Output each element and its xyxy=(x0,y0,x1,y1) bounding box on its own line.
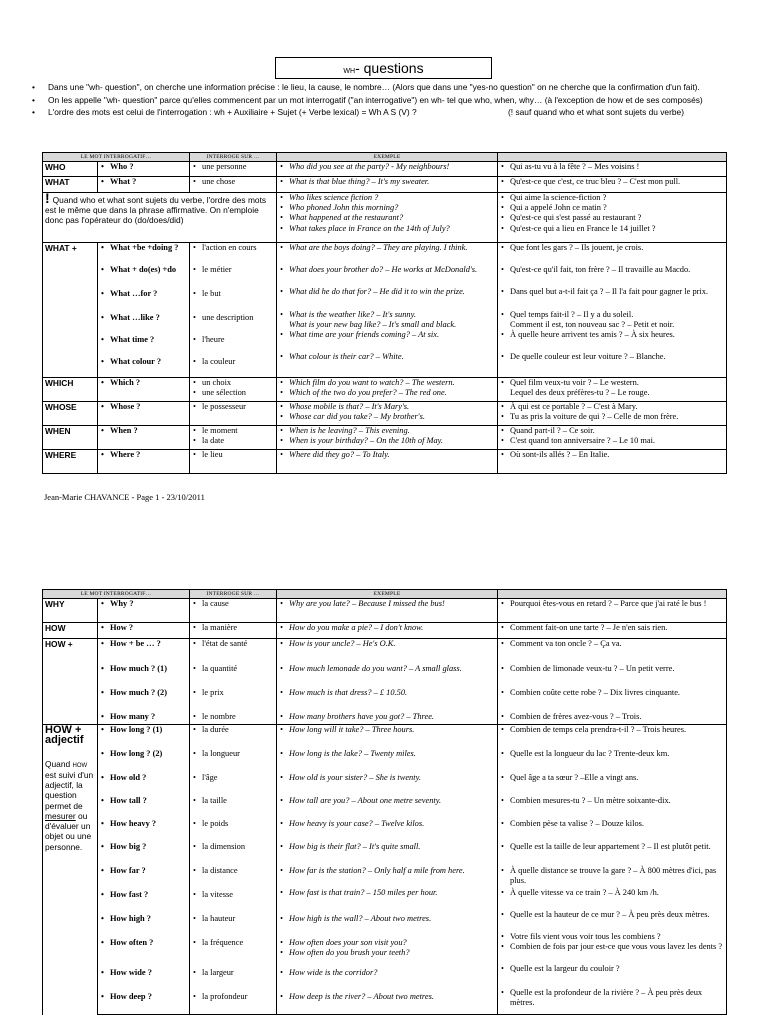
header-empty xyxy=(498,153,727,162)
fr-whatplus-5: Comment il est, ton nouveau sac ? – Petit et noir. xyxy=(510,320,675,330)
header-exemple-2: EXEMPLE xyxy=(277,590,498,599)
on-whatplus-5: • l'heure xyxy=(192,335,274,357)
page-footer: Jean-Marie CHAVANCE - Page 1 - 23/10/2011 xyxy=(44,492,205,502)
word-howadj-12: • How deep ? xyxy=(100,992,187,1002)
header-interrogative-2: LE MOT INTERROGATIF… xyxy=(43,590,190,599)
on-when-1: • le moment xyxy=(192,426,274,436)
fr-how: • Comment fait-on une tarte ? – Je n'en sais rien. xyxy=(500,623,724,633)
fr-howadj-11: • Combien de fois par jour est-ce que vous vous lavez les dents ? xyxy=(500,942,724,964)
on-howadj-8: • la vitesse xyxy=(192,890,274,914)
word-howplus-2: • How much ? (1) xyxy=(100,664,187,688)
word-what: • What ? xyxy=(100,177,187,187)
side-2: how xyxy=(72,759,88,770)
row-key-how: HOW xyxy=(43,623,98,639)
howadj-side-note xyxy=(45,759,95,852)
fr-howplus-1: • Comment va ton oncle ? – Ça va. xyxy=(500,639,724,664)
fr-whose-1: • À qui est ce portable ? – C'est à Mary. xyxy=(500,402,724,412)
fr-howadj-8: • À quelle vitesse va ce train ? – À 240 km /h. xyxy=(500,888,724,910)
row-key-whatplus: WHAT + xyxy=(43,243,98,378)
en-subj-4: • What takes place in France on the 14th of July? xyxy=(279,224,495,234)
on-who: • une personne xyxy=(192,162,274,172)
on-whatplus-2: • le métier xyxy=(192,265,274,289)
header-interrogative: LE MOT INTERROGATIF… xyxy=(43,153,190,162)
en-whatplus-7: • What colour is their car? – White. xyxy=(279,352,495,362)
exclamation-icon: ! xyxy=(45,192,50,206)
table-row xyxy=(43,243,727,378)
word-whatplus-6: • What colour ? xyxy=(100,357,187,367)
fr-howplus-3: • Combien coûte cette robe ? – Dix livres cinquante. xyxy=(500,688,724,712)
fr-why: • Pourquoi êtes-vous en retard ? – Parce que j'ai raté le bus ! xyxy=(500,599,724,609)
fr-howadj-13: • Quelle est la profondeur de la rivière ? – À peu près deux mètres. xyxy=(500,988,724,1008)
en-subj-2: • Who phoned John this morning? xyxy=(279,203,495,213)
table-wh-questions xyxy=(42,152,727,474)
on-whatplus-6: • la couleur xyxy=(192,357,274,367)
word-whatplus-2: • What + do(es) +do xyxy=(100,265,187,289)
word-howadj-10: • How often ? xyxy=(100,938,187,968)
bullet-1: • Dans une "wh- question", on cherche une information précise : le lieu, la cause, le nombre… (Alors que dans une "yes-no question" on ne cherche que la confirmation d'un fait). xyxy=(30,82,735,93)
table-row xyxy=(43,402,727,426)
fr-where: • Où sont-ils allés ? – En Italie. xyxy=(500,450,724,460)
en-where: • Where did they go? – To Italy. xyxy=(279,450,495,460)
en-howplus-3: • How much is that dress? – £ 10.50. xyxy=(279,688,495,712)
header-exemple: EXEMPLE xyxy=(277,153,498,162)
word-how: • How ? xyxy=(100,623,187,633)
on-howplus-2: • la quantité xyxy=(192,664,274,688)
on-whatplus-1: • l'action en cours xyxy=(192,243,274,265)
row-key-why: WHY xyxy=(43,599,98,623)
bullet-3-note: (! sauf quand who et what sont sujets du verbe) xyxy=(508,107,684,117)
on-howplus-3: • le prix xyxy=(192,688,274,712)
fr-whatplus-6: • À quelle heure arrivent tes amis ? – À six heures. xyxy=(500,330,724,352)
row-key-howadj-1: HOW + xyxy=(45,724,82,736)
on-which-1: • un choix xyxy=(192,378,274,388)
fr-whatplus-4: • Quel temps fait-il ? – Il y a du soleil. xyxy=(500,310,724,320)
en-how: • How do you make a pie? – I don't know. xyxy=(279,623,495,633)
en-howadj-3: • How old is your sister? – She is twenty. xyxy=(279,773,495,796)
on-howadj-11: • la largeur xyxy=(192,968,274,992)
table-row xyxy=(43,378,727,402)
on-howplus-1: • l'état de santé xyxy=(192,639,274,664)
on-howplus-4: • le nombre xyxy=(192,712,274,722)
en-howadj-9: • How high is the wall? – About two metres. xyxy=(279,914,495,938)
bullet-3-text: L'ordre des mots est celui de l'interrogation : wh + Auxiliaire + Sujet (+ Verbe lexical) = Wh A S (V) ? xyxy=(48,107,417,117)
fr-subj-4: • Qu'est-ce qui a lieu en France le 14 juillet ? xyxy=(500,224,724,234)
en-whatplus-4: • What is the weather like? – It's sunny. xyxy=(279,310,495,320)
en-subj-1: • Who likes science fiction ? xyxy=(279,193,495,203)
fr-howadj-3: • Quel âge a ta sœur ? –Elle a vingt ans. xyxy=(500,773,724,796)
fr-subj-2: • Qui a appelé John ce matin ? xyxy=(500,203,724,213)
en-howplus-4: • How many brothers have you got? – Three. xyxy=(279,712,495,722)
word-howadj-8: • How fast ? xyxy=(100,890,187,914)
on-howadj-4: • la taille xyxy=(192,796,274,819)
word-why: • Why ? xyxy=(100,599,187,609)
word-howadj-9: • How high ? xyxy=(100,914,187,938)
en-when-1: • When is he leaving? – This evening. xyxy=(279,426,495,436)
table-row xyxy=(43,450,727,474)
word-howplus-4: • How many ? xyxy=(100,712,187,722)
en-whatplus-5: What is your new bag like? – It's small and black. xyxy=(289,320,457,330)
fr-whatplus-3: • Dans quel but a-t-il fait ça ? – Il l'a fait pour gagner le prix. xyxy=(500,287,724,310)
word-whatplus-4: • What …like ? xyxy=(100,313,187,335)
fr-whatplus-7: • De quelle couleur est leur voiture ? – Blanche. xyxy=(500,352,724,362)
on-howadj-7: • la distance xyxy=(192,866,274,890)
word-whatplus-3: • What …for ? xyxy=(100,289,187,313)
row-key-which: WHICH xyxy=(43,378,98,402)
on-howadj-2: • la longueur xyxy=(192,749,274,773)
en-whatplus-3: • What did he do that for? – He did it to win the prize. xyxy=(279,287,495,310)
en-howplus-2: • How much lemonade do you want? – A small glass. xyxy=(279,664,495,688)
word-who: • Who ? xyxy=(100,162,187,172)
en-whose-2: • Whose car did you take? – My brother's. xyxy=(279,412,495,422)
on-why: • la cause xyxy=(192,599,274,609)
table-row xyxy=(43,639,727,725)
fr-howadj-10: • Votre fils vient vous voir tous les combiens ? xyxy=(500,932,724,942)
fr-whatplus-1: • Que font les gars ? – Ils jouent, je crois. xyxy=(500,243,724,265)
en-why: • Why are you late? – Because I missed the bus! xyxy=(279,599,495,609)
word-howplus-3: • How much ? (2) xyxy=(100,688,187,712)
on-when-2: • la date xyxy=(192,436,274,446)
bullet-2: • On les appelle "wh- question" parce qu'elles commencent par un mot interrogatif ("an interrogative") en wh- tel que who, when, why… (à l'exception de how et de ses composés) xyxy=(30,95,735,106)
en-howplus-1: • How is your uncle? – He's O.K. xyxy=(279,639,495,664)
fr-howplus-2: • Combien de limonade veux-tu ? – Un petit verre. xyxy=(500,664,724,688)
fr-howplus-4: • Combien de frères avez-vous ? – Trois. xyxy=(500,712,724,722)
row-key-when: WHEN xyxy=(43,426,98,450)
table-how-questions xyxy=(42,589,727,1015)
en-what: • What is that blue thing? – It's my sweater. xyxy=(279,177,495,187)
word-howadj-3: • How old ? xyxy=(100,773,187,796)
on-howadj-12: • la profondeur xyxy=(192,992,274,1002)
fr-howadj-4: • Combien mesures-tu ? – Un mètre soixante-dix. xyxy=(500,796,724,819)
fr-subj-3: • Qu'est-ce qui s'est passé au restaurant ? xyxy=(500,213,724,223)
row-key-where: WHERE xyxy=(43,450,98,474)
fr-whose-2: • Tu as pris la voiture de qui ? – Celle de mon frère. xyxy=(500,412,724,422)
fr-howadj-6: • Quelle est la taille de leur appartement ? – Il est plutôt petit. xyxy=(500,842,724,866)
side-4: mesurer xyxy=(45,810,76,821)
word-whatplus-1: • What +be +doing ? xyxy=(100,243,187,265)
en-howadj-13: • How deep is the river? – About two metres. xyxy=(279,992,495,1002)
fr-howadj-9: • Quelle est la hauteur de ce mur ? – À peu près deux mètres. xyxy=(500,910,724,932)
word-whose: • Whose ? xyxy=(100,402,187,412)
word-which: • Which ? xyxy=(100,378,187,388)
bullet-3 xyxy=(30,107,735,118)
word-howadj-1: • How long ? (1) xyxy=(100,725,187,749)
fr-who: • Qui as-tu vu à la fête ? – Mes voisins ! xyxy=(500,162,724,172)
en-whatplus-1: • What are the boys doing? – They are playing. I think. xyxy=(279,243,495,265)
fr-which-2: Lequel des deux préfères-tu ? – Le rouge. xyxy=(510,388,650,398)
on-how: • la manière xyxy=(192,623,274,633)
en-howadj-12: • How wide is the corridor? xyxy=(279,968,495,992)
table-row xyxy=(43,623,727,639)
word-where: • Where ? xyxy=(100,450,187,460)
word-howadj-4: • How tall ? xyxy=(100,796,187,819)
table-row xyxy=(43,599,727,623)
word-when: • When ? xyxy=(100,426,187,436)
fr-howadj-5: • Combien pèse ta valise ? – Douze kilos. xyxy=(500,819,724,842)
en-howadj-10: • How often does your son visit you? xyxy=(279,938,495,948)
table-row xyxy=(43,426,727,450)
on-whatplus-4: • une description xyxy=(192,313,274,335)
fr-what: • Qu'est-ce que c'est, ce truc bleu ? – C'est mon pull. xyxy=(500,177,724,187)
on-howadj-5: • le poids xyxy=(192,819,274,842)
header-empty-2 xyxy=(498,590,727,599)
fr-when-1: • Quand part-il ? – Ce soir. xyxy=(500,426,724,436)
en-howadj-2: • How long is the lake? – Twenty miles. xyxy=(279,749,495,773)
on-howadj-3: • l'âge xyxy=(192,773,274,796)
en-which-1: • Which film do you want to watch? – The western. xyxy=(279,378,495,388)
on-whose: • le possesseur xyxy=(192,402,274,412)
word-whatplus-5: • What time ? xyxy=(100,335,187,357)
on-howadj-6: • la dimension xyxy=(192,842,274,866)
word-howadj-2: • How long ? (2) xyxy=(100,749,187,773)
on-howadj-9: • la hauteur xyxy=(192,914,274,938)
en-whatplus-2: • What does your brother do? – He works at McDonald's. xyxy=(279,265,495,287)
en-howadj-5: • How heavy is your case? – Twelve kilos. xyxy=(279,819,495,842)
row-key-howplus: HOW + xyxy=(43,639,98,725)
en-who: • Who did you see at the party? - My neighbours! xyxy=(279,162,495,172)
word-howplus-1: • How + be … ? xyxy=(100,639,187,664)
title-main: - questions xyxy=(355,60,424,76)
on-which-2: • une sélection xyxy=(192,388,274,398)
en-howadj-11: • How often do you brush your teeth? xyxy=(279,948,495,968)
row-key-who: WHO xyxy=(43,162,98,177)
word-howadj-6: • How big ? xyxy=(100,842,187,866)
en-subj-3: • What happened at the restaurant? xyxy=(279,213,495,223)
row-key-whose: WHOSE xyxy=(43,402,98,426)
row-key-what: WHAT xyxy=(43,177,98,193)
fr-when-2: • C'est quand ton anniversaire ? – Le 10 mai. xyxy=(500,436,724,446)
header-interroge: INTERROGE SUR … xyxy=(190,153,277,162)
side-1: Quand xyxy=(45,759,71,770)
table-row xyxy=(43,177,727,193)
word-howadj-5: • How heavy ? xyxy=(100,819,187,842)
en-howadj-1: • How long will it take? – Three hours. xyxy=(279,725,495,749)
word-howadj-7: • How far ? xyxy=(100,866,187,890)
side-5: ou d'évaluer un objet ou une personne. xyxy=(45,810,92,852)
table-row xyxy=(43,193,727,243)
header-interroge-2: INTERROGE SUR … xyxy=(190,590,277,599)
word-howadj-11: • How wide ? xyxy=(100,968,187,992)
fr-which-1: • Quel film veux-tu voir ? – Le western. xyxy=(500,378,724,388)
on-what: • une chose xyxy=(192,177,274,187)
row-key-howadj-2: adjectif xyxy=(45,734,84,747)
fr-whatplus-2: • Qu'est-ce qu'il fait, ton frère ? – Il travaille au Macdo. xyxy=(500,265,724,287)
table-row xyxy=(43,725,727,1015)
on-howadj-1: • la durée xyxy=(192,725,274,749)
on-howadj-10: • la fréquence xyxy=(192,938,274,968)
title-prefix: wh xyxy=(343,65,356,76)
en-which-2: • Which of the two do you prefer? – The red one. xyxy=(279,388,495,398)
on-where: • le lieu xyxy=(192,450,274,460)
en-howadj-8: • How fast is that train? – 150 miles per hour. xyxy=(279,888,495,914)
en-when-2: • When is your birthday? – On the 10th of May. xyxy=(279,436,495,446)
intro-bullets xyxy=(30,82,735,120)
subject-note: Quand who et what sont sujets du verbe, l'ordre des mots est le même que dans la phrase affirmative. On n'emploie donc pas l'opérateur do (do/does/did) xyxy=(45,195,267,226)
table-row xyxy=(43,162,727,177)
en-whose-1: • Whose mobile is that? – It's Mary's. xyxy=(279,402,495,412)
fr-howadj-1: • Combien de temps cela prendra-t-il ? – Trois heures. xyxy=(500,725,724,749)
fr-howadj-7: • À quelle distance se trouve la gare ? – À 800 mètres d'ici, pas plus. xyxy=(500,866,724,888)
fr-howadj-2: • Quelle est la longueur du lac ? Trente-deux km. xyxy=(500,749,724,773)
en-howadj-6: • How big is their flat? – It's quite small. xyxy=(279,842,495,866)
en-howadj-7: • How far is the station? – Only half a mile from here. xyxy=(279,866,495,888)
en-whatplus-6: • What time are your friends coming? – At six. xyxy=(279,330,495,352)
fr-howadj-12: • Quelle est la largeur du couloir ? xyxy=(500,964,724,988)
en-howadj-4: • How tall are you? – About one metre seventy. xyxy=(279,796,495,819)
on-whatplus-3: • le but xyxy=(192,289,274,313)
page-title xyxy=(275,57,492,79)
fr-subj-1: • Qui aime la science-fiction ? xyxy=(500,193,724,203)
side-3: est suivi d'un adjectif, la question permet de xyxy=(45,769,94,811)
